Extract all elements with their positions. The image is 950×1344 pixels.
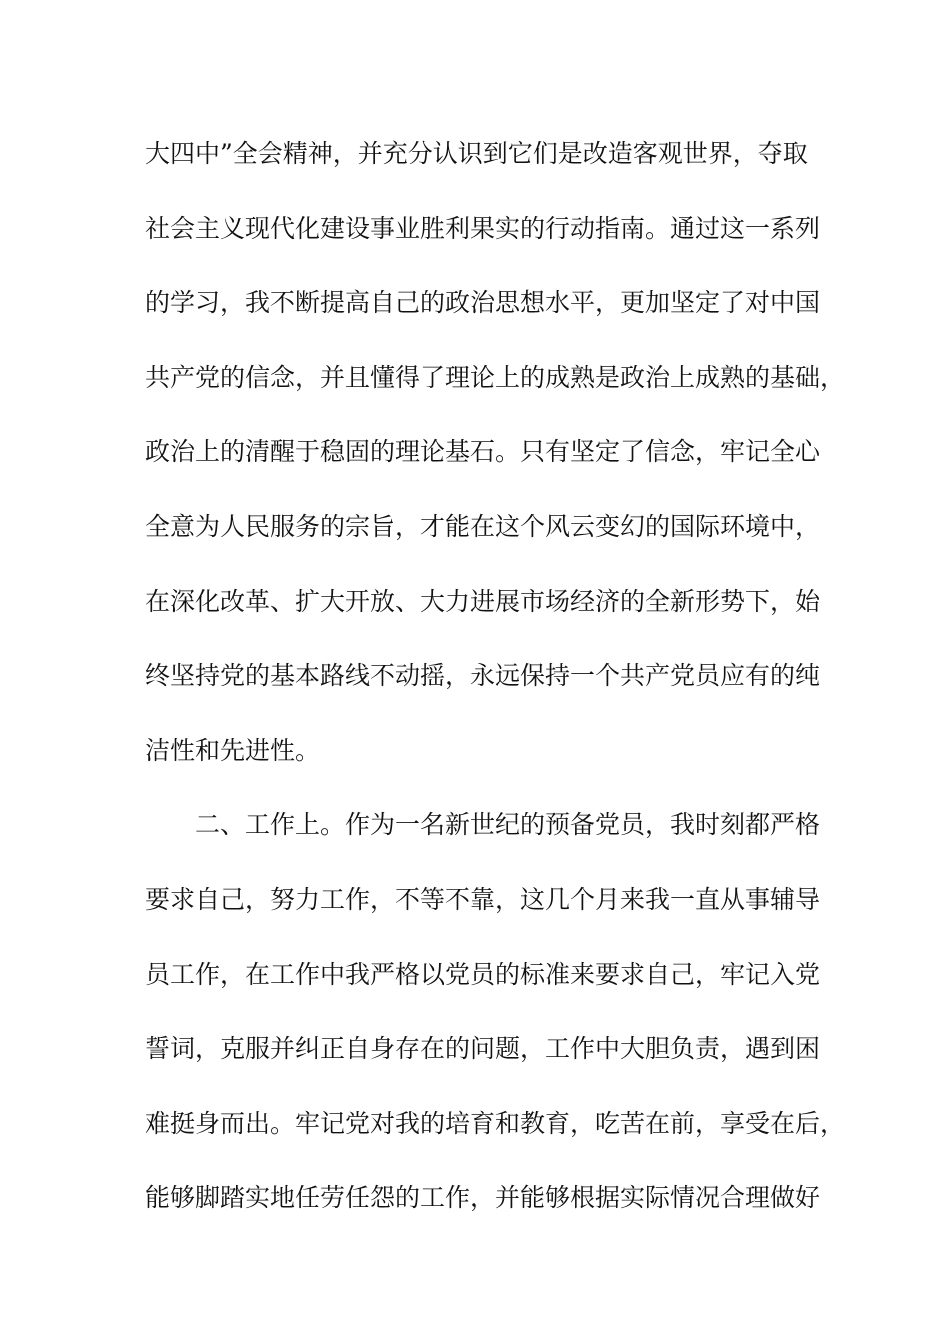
text-line: 难挺身而出。牢记党对我的培育和教育，吃苦在前，享受在后， (145, 1108, 846, 1138)
text-line: 社会主义现代化建设事业胜利果实的行动指南。通过这一系列 (145, 213, 821, 243)
section-heading-line: 二、工作上。作为一名新世纪的预备党员，我时刻都严格 (195, 810, 821, 840)
text-line: 全意为人民服务的宗旨，才能在这个风云变幻的国际环境中， (145, 511, 821, 541)
text-line: 的学习，我不断提高自己的政治思想水平，更加坚定了对中国 (145, 288, 821, 318)
text-line: 员工作，在工作中我严格以党员的标准来要求自己，牢记入党 (145, 959, 821, 989)
text-line: 在深化改革、扩大开放、大力进展市场经济的全新形势下，始 (145, 586, 821, 616)
text-line: 大四中”全会精神，并充分认识到它们是改造客观世界，夺取 (145, 139, 808, 168)
text-line: 共产党的信念，并且懂得了理论上的成熟是政治上成熟的基础， (145, 362, 846, 392)
text-line: 政治上的清醒于稳固的理论基石。只有坚定了信念，牢记全心 (145, 437, 821, 467)
body-text (145, 132, 846, 1251)
text-line: 洁性和先进性。 (145, 735, 321, 765)
text-line: 终坚持党的基本路线不动摇，永远保持一个共产党员应有的纯 (145, 661, 821, 691)
text-line: 誓词，克服并纠正自身存在的问题，工作中大胆负责，遇到困 (145, 1034, 821, 1064)
text-line: 能够脚踏实地任劳任怨的工作，并能够根据实际情况合理做好 (145, 1183, 821, 1213)
text-line: 要求自己，努力工作，不等不靠，这几个月来我一直从事辅导 (145, 884, 821, 914)
